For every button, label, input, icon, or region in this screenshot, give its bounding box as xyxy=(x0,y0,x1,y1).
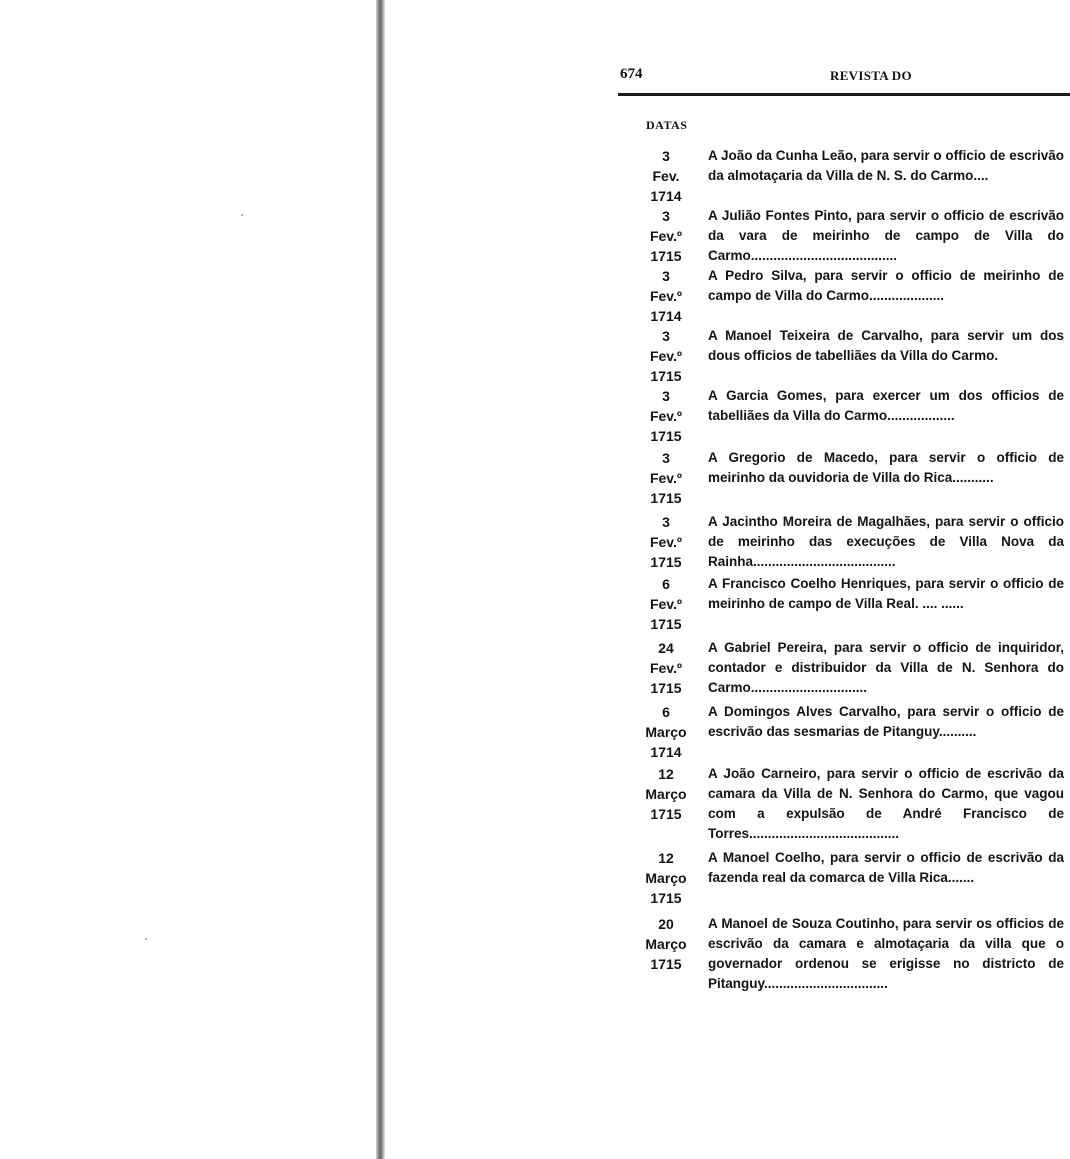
entry-month: Fev.º xyxy=(649,470,683,486)
entry-text: A Pedro Silva, para servir o officio de meirinho de campo de Villa do Carmo.................... xyxy=(708,268,1064,303)
paper-speck xyxy=(241,214,243,216)
entry-day: 6 xyxy=(662,704,670,720)
entry-date xyxy=(640,512,692,572)
entry-text: A Manoel Teixeira de Carvalho, para servir um dos dous officios de tabelliães da Villa do Carmo. xyxy=(708,328,1064,363)
entry-day: 3 xyxy=(662,148,670,164)
entry-date xyxy=(640,206,692,266)
page-number: 674 xyxy=(620,66,643,82)
entry-text: A Domingos Alves Carvalho, para servir o officio de escrivão das sesmarias de Pitanguy.......... xyxy=(708,704,1064,739)
entry-text: A Gregorio de Macedo, para servir o officio de meirinho da ouvidoria de Villa do Rica........... xyxy=(708,450,1064,485)
entry-month: Fev.º xyxy=(649,348,683,364)
entry-month: Março xyxy=(645,870,687,886)
entry-text: A Garcia Gomes, para exercer um dos officios de tabelliães da Villa do Carmo.................. xyxy=(708,388,1064,423)
entry-date xyxy=(640,914,692,974)
entry-year: 1715 xyxy=(650,368,682,384)
entry-year: 1715 xyxy=(650,428,682,444)
entry-month: Fev.º xyxy=(649,228,683,244)
entry-day: 12 xyxy=(658,766,674,782)
entry-text: A Gabriel Pereira, para servir o officio de inquiridor, contador e distribuidor da Villa de N. Senhora do Carmo............................... xyxy=(708,640,1064,695)
entry-text: A João Carneiro, para servir o officio de escrivão da camara da Villa de N. Senhora do Carmo, que vagou com a expulsão de André Francisco de Torres........................................ xyxy=(708,766,1064,841)
entry-day: 20 xyxy=(658,916,674,932)
entry-text: A Manoel de Souza Coutinho, para servir os officios de escrivão da camara e almotaçaria da villa que o governador ordenou se erigisse no districto de Pitanguy................................. xyxy=(708,916,1064,991)
entry-text: A Julião Fontes Pinto, para servir o officio de escrivão da vara de meirinho de campo de Villa do Carmo....................................... xyxy=(708,208,1064,263)
entry-text: A Francisco Coelho Henriques, para servir o officio de meirinho de campo de Villa Real. .... ...... xyxy=(708,576,1064,611)
entry-date xyxy=(640,574,692,634)
entry-date xyxy=(640,146,692,206)
entry-day: 3 xyxy=(662,388,670,404)
entry-date xyxy=(640,848,692,908)
entry-month: Fev.º xyxy=(649,288,683,304)
entry-month: Fev.º xyxy=(649,660,683,676)
entry-month: Março xyxy=(645,786,687,802)
entry-day: 3 xyxy=(662,514,670,530)
entry-year: 1715 xyxy=(650,616,682,632)
entry-date xyxy=(640,638,692,698)
entry-month: Fev.º xyxy=(649,596,683,612)
entry-date xyxy=(640,448,692,508)
entry-year: 1714 xyxy=(650,744,682,760)
entry-date xyxy=(640,702,692,762)
running-head: REVISTA DO xyxy=(830,68,912,83)
book-gutter xyxy=(376,0,385,1159)
entry-year: 1714 xyxy=(650,308,682,324)
entry-date xyxy=(640,386,692,446)
entry-month: Fev.º xyxy=(649,408,683,424)
entry-year: 1714 xyxy=(650,188,682,204)
entry-year: 1715 xyxy=(650,490,682,506)
paper-speck xyxy=(145,938,147,940)
entry-year: 1715 xyxy=(650,680,682,696)
entry-month: Fev. xyxy=(652,168,680,184)
entry-text: A Jacintho Moreira de Magalhães, para servir o officio de meirinho das execuções de Villa Nova da Rainha...................................... xyxy=(708,514,1064,569)
entry-date xyxy=(640,326,692,386)
entry-day: 24 xyxy=(658,640,674,656)
entry-year: 1715 xyxy=(650,956,682,972)
entry-year: 1715 xyxy=(650,806,682,822)
entry-month: Fev.º xyxy=(649,534,683,550)
entry-month: Março xyxy=(645,936,687,952)
entry-day: 3 xyxy=(662,208,670,224)
entry-year: 1715 xyxy=(650,890,682,906)
entry-day: 6 xyxy=(662,576,670,592)
entry-date xyxy=(640,266,692,326)
entry-month: Março xyxy=(645,724,687,740)
dates-column-heading: DATAS xyxy=(646,118,688,132)
entry-day: 3 xyxy=(662,328,670,344)
entry-year: 1715 xyxy=(650,554,682,570)
entry-date xyxy=(640,764,692,824)
entry-text: A Manoel Coelho, para servir o officio de escrivão da fazenda real da comarca de Villa Rica....... xyxy=(708,850,1064,885)
header-rule xyxy=(618,93,1070,96)
entry-day: 3 xyxy=(662,450,670,466)
entry-day: 3 xyxy=(662,268,670,284)
entry-year: 1715 xyxy=(650,248,682,264)
entry-day: 12 xyxy=(658,850,674,866)
entry-text: A João da Cunha Leão, para servir o officio de escrivão da almotaçaria da Villa de N. S. do Carmo.... xyxy=(708,148,1064,183)
